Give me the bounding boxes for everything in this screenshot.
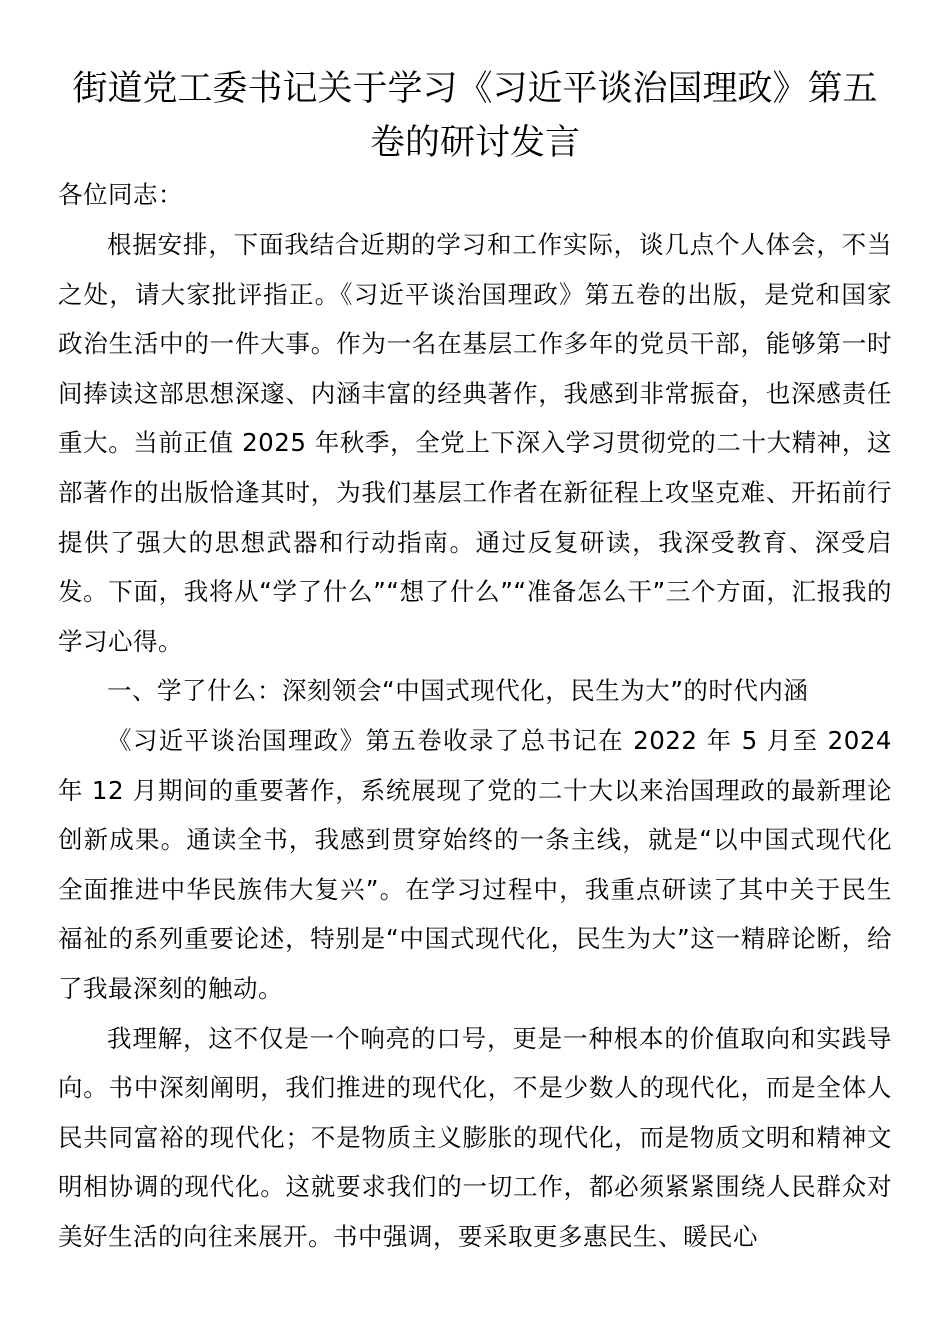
paragraph-intro: 根据安排，下面我结合近期的学习和工作实际，谈几点个人体会，不当之处，请大家批评指正。《习近平谈治国理政》第五卷的出版，是党和国家政治生活中的一件大事。作为一名在基层工作多年的党员干部，能够第一时间捧读这部思想深邃、内涵丰富的经典著作，我感到非常振奋，也深感责任重大。当前正值 2025 年秋季，全党上下深入学习贯彻党的二十大精神，这部著作的出版恰逢其时，为我们基层工作者在新征程上攻坚克难、开拓前行提供了强大的思想武器和行动指南。通过反复研读，我深受教育、深受启发。下面，我将从“学了什么”“想了什么”“准备怎么干”三个方面，汇报我的学习心得。 bbox=[58, 230, 892, 656]
section-heading-1: 一、学了什么：深刻领会“中国式现代化，民生为大”的时代内涵 bbox=[107, 676, 809, 706]
document-title: 街道党工委书记关于学习《习近平谈治国理政》第五卷的研讨发言 bbox=[72, 69, 878, 163]
paragraph-section1-1: 《习近平谈治国理政》第五卷收录了总书记在 2022 年 5 月至 2024 年 12 月期间的重要著作，系统展现了党的二十大以来治国理政的最新理论创新成果。通读全书，我感到贯穿始终的一条主线，就是“以中国式现代化全面推进中华民族伟大复兴”。在学习过程中，我重点研读了其中关于民生福祉的系列重要论述，特别是“中国式现代化，民生为大”这一精辟论断，给了我最深刻的触动。 bbox=[58, 725, 892, 1003]
document-page bbox=[58, 62, 892, 1261]
salutation: 各位同志： bbox=[58, 180, 183, 209]
paragraph-section1-2: 我理解，这不仅是一个响亮的口号，更是一种根本的价值取向和实践导向。书中深刻阐明，我们推进的现代化，不是少数人的现代化，而是全体人民共同富裕的现代化；不是物质主义膨胀的现代化，而是物质文明和精神文明相协调的现代化。这就要求我们的一切工作，都必须紧紧围绕人民群众对美好生活的向往来展开。书中强调，要采取更多惠民生、暖民心 bbox=[58, 1023, 892, 1251]
